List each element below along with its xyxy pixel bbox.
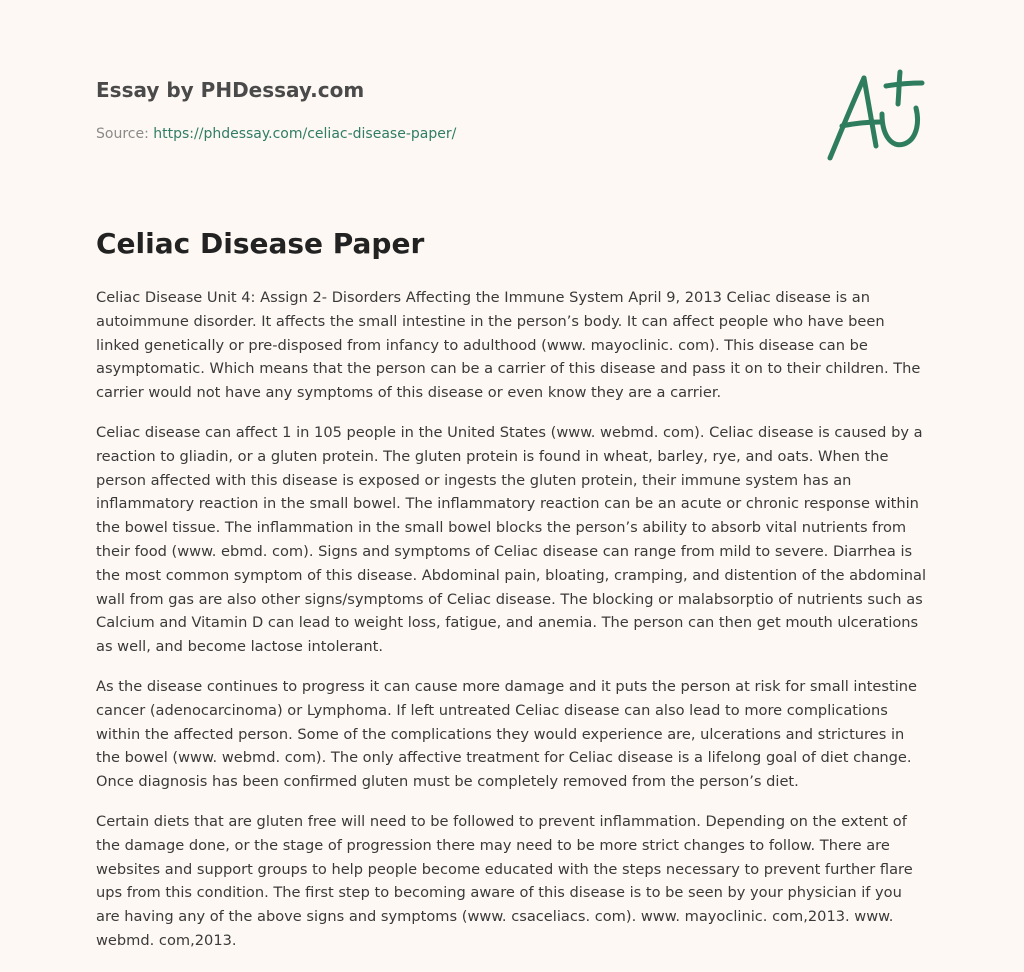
site-brand: Essay by PHDessay.com [96,78,365,102]
essay-paragraph: Celiac Disease Unit 4: Assign 2- Disorders Affecting the Immune System April 9, 2013 Celiac disease is an autoimmune disorder. It affects the small intestine in the person’s body. It can affect people who have been linked genetically or pre-disposed from infancy to adulthood (www. mayoclinic. com). This disease can be asymptomatic. Which means that the person can be a carrier of this disease and pass it on to their children. The carrier would not have any symptoms of this disease or even know they are a carrier. [96,289,921,402]
page-header [96,76,796,144]
source-link[interactable]: https://phdessay.com/celiac-disease-paper/ [153,126,457,142]
source-line [96,124,796,144]
essay-body [96,286,930,969]
essay-paragraph: Certain diets that are gluten free will need to be followed to prevent inflammation. Depending on the extent of the damage done, or the stage of progression there may need to be more strict changes to follow. There are websites and support groups to help people become educated with the steps necessary to prevent further flare ups from this condition. The first step to becoming aware of this disease is to be seen by your physician if you are having any of the above signs and symptoms (www. csaceliacs. com). www. mayoclinic. com,2013. www. webmd. com,2013. [96,812,913,949]
source-label: Source: [96,126,154,142]
essay-title: Celiac Disease Paper [96,227,425,260]
essay-paragraph: As the disease continues to progress it can cause more damage and it puts the person at risk for small intestine cancer (adenocarcinoma) or Lymphoma. If left untreated Celiac disease can also lead to more complications within the affected person. Some of the complications they would experience are, ulcerations and strictures in the bowel (www. webmd. com). The only affective treatment for Celiac disease is a lifelong goal of diet change. Once diagnosis has been confirmed gluten must be completely removed from the person’s diet. [96,677,918,791]
essay-paragraph: Celiac disease can affect 1 in 105 people in the United States (www. webmd. com). Celiac disease is caused by a reaction to gliadin, or a gluten protein. The gluten protein is found in wheat, barley, rye, and oats. When the person affected with this disease is exposed or ingests the gluten protein, their immune system has an inflammatory reaction in the small bowel. The inflammatory reaction can be an acute or chronic response within the bowel tissue. The inflammation in the small bowel blocks the person’s ability to absorb vital nutrients from their food (www. ebmd. com). Signs and symptoms of Celiac disease can range from mild to severe. Diarrhea is the most common symptom of this disease. Abdominal pain, bloating, cramping, and distention of the abdominal wall from gas are also other signs/symptoms of Celiac disease. The blocking or malabsorptio of nutrients such as Calcium and Vitamin D can lead to weight loss, fatigue, and anemia. The person can then get mouth ulcerations as well, and become lactose intolerant. [96,423,927,656]
a-plus-logo-icon [822,66,932,166]
